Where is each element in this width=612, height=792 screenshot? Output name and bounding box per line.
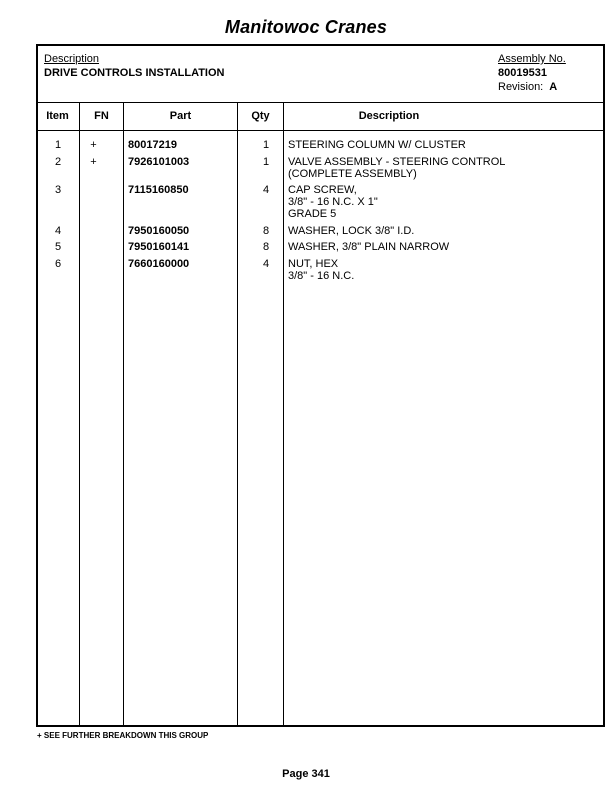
header-divider [36,102,605,103]
row-6-description: NUT, HEX 3/8" - 16 N.C. [288,258,355,282]
row-5-part: 7950160141 [128,241,190,253]
row-1-item: 1 [54,139,62,151]
column-divider-part [237,103,238,727]
row-2-fn: + [90,156,97,168]
revision [498,81,557,93]
column-header-divider [36,130,605,131]
row-3-item: 3 [54,184,62,196]
revision-value: A [549,81,558,93]
description-label: Description [44,53,100,65]
row-4-qty: 8 [262,225,270,237]
assembly-number-value: 80019531 [498,67,547,79]
row-3-part: 7115160850 [128,184,189,196]
row-6-item: 6 [54,258,62,270]
row-5-item: 5 [54,241,62,253]
row-6-part: 7660160000 [128,258,190,270]
revision-label: Revision: [498,81,544,93]
row-2-qty: 1 [262,156,270,168]
row-2-description: VALVE ASSEMBLY - STEERING CONTROL (COMPLETE ASSEMBLY) [288,156,506,180]
row-6-qty: 4 [262,258,270,270]
row-3-qty: 4 [262,184,270,196]
row-5-qty: 8 [262,241,270,253]
footnote: + SEE FURTHER BREAKDOWN THIS GROUP [37,731,209,740]
row-5-description: WASHER, 3/8" PLAIN NARROW [288,241,450,253]
row-1-part: 80017219 [128,139,177,151]
row-3-description: CAP SCREW, 3/8" - 16 N.C. X 1" GRADE 5 [288,184,378,220]
row-2-item: 2 [54,156,62,168]
page-number: Page 341 [282,768,330,780]
column-divider-qty [283,103,284,727]
row-1-fn: + [90,139,97,151]
page-title: Manitowoc Cranes [224,17,388,37]
row-2-part: 7926101003 [128,156,190,168]
column-header-item: Item [46,110,69,122]
column-header-fn: FN [94,110,109,122]
row-1-qty: 1 [262,139,270,151]
description-value: DRIVE CONTROLS INSTALLATION [44,67,225,79]
row-1-description: STEERING COLUMN W/ CLUSTER [288,139,466,151]
row-4-part: 7950160050 [128,225,190,237]
row-4-item: 4 [54,225,62,237]
assembly-number-label: Assembly No. [498,53,566,65]
column-header-description: Description [358,110,420,122]
column-divider-item [79,103,80,727]
column-header-qty: Qty [251,110,270,122]
column-divider-fn [123,103,124,727]
column-header-part: Part [169,110,192,122]
row-4-description: WASHER, LOCK 3/8" I.D. [288,225,415,237]
